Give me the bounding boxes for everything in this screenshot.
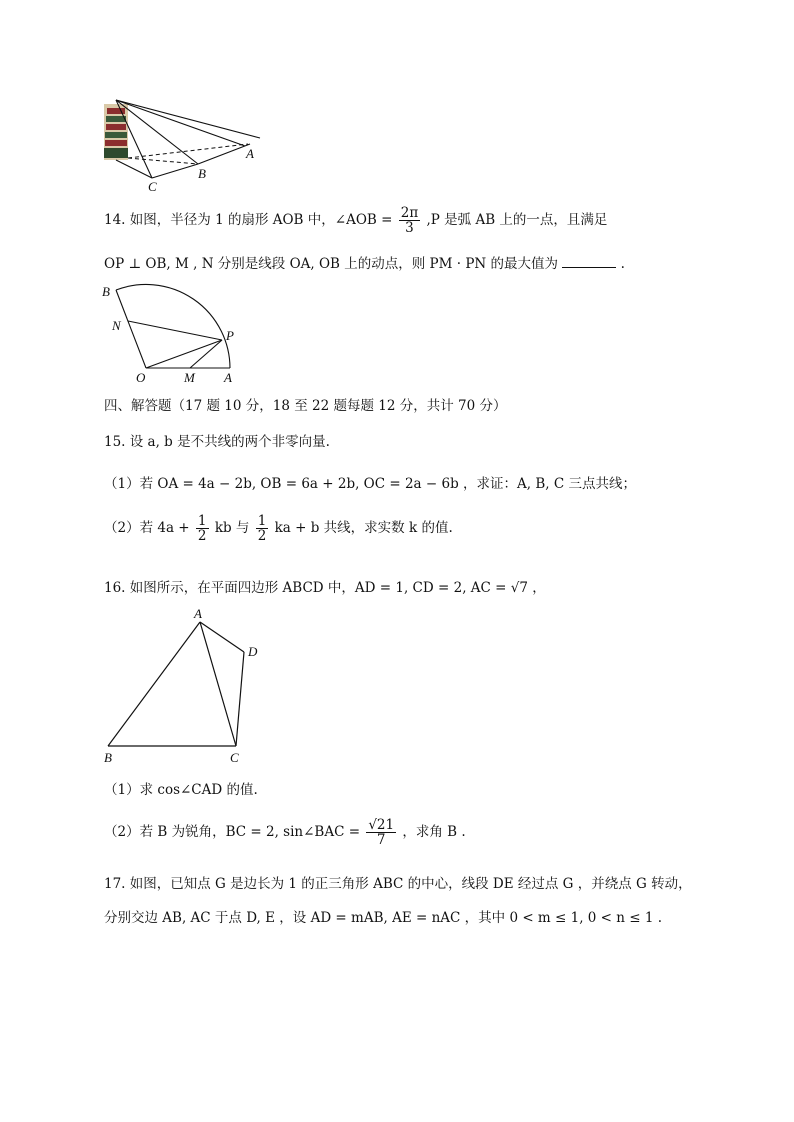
q15-part2-b: kb 与 bbox=[214, 520, 250, 537]
label-C: C bbox=[148, 179, 157, 194]
quadrilateral-figure bbox=[100, 606, 270, 766]
label-M: M bbox=[184, 370, 195, 385]
answer-blank[interactable] bbox=[562, 255, 616, 268]
label-A: A bbox=[246, 146, 254, 161]
sector-figure bbox=[100, 282, 250, 387]
tower-figure bbox=[100, 96, 270, 196]
label-A: A bbox=[224, 370, 232, 385]
label-B: B bbox=[104, 750, 112, 765]
q15-part2 bbox=[104, 514, 453, 543]
q14-frac-den: 3 bbox=[405, 220, 414, 237]
q14-text2: OP ⊥ OB, M , N 分别是线段 OA, OB 上的动点，则 PM · PN 的最大值为 bbox=[104, 256, 559, 272]
q16-stem: 16. 如图所示，在平面四边形 ABCD 中，AD = 1, CD = 2, AC = √7 ， bbox=[104, 580, 546, 596]
label-O: O bbox=[136, 370, 146, 385]
q14-fraction bbox=[399, 206, 420, 235]
q15-part1: （1）若 OA = 4a − 2b, OB = 6a + 2b, OC = 2a − 6b ，求证：A, B, C 三点共线； bbox=[104, 476, 636, 492]
q15-fraction-2 bbox=[256, 514, 269, 543]
q16-part1: （1）求 cos∠CAD 的值. bbox=[104, 782, 258, 798]
q16-fraction bbox=[366, 818, 396, 847]
q15-f2-den: 2 bbox=[257, 528, 267, 545]
q15-f1-num: 1 bbox=[197, 513, 207, 529]
label-N: N bbox=[112, 318, 121, 333]
label-D: D bbox=[248, 644, 258, 659]
q16-f-num: √21 bbox=[368, 817, 395, 833]
q14-rest: ,P 是弧 AB 上的一点，且满足 bbox=[426, 212, 608, 229]
q15-f2-num: 1 bbox=[257, 513, 267, 529]
q14-line2 bbox=[104, 252, 625, 272]
label-P: P bbox=[226, 328, 234, 343]
q14-line1 bbox=[104, 206, 607, 235]
label-C: C bbox=[230, 750, 239, 765]
q14-number: 14. bbox=[104, 212, 126, 229]
label-B: B bbox=[198, 166, 206, 181]
tower-image bbox=[104, 104, 128, 160]
q15-part2-c: ka + b 共线，求实数 k 的值. bbox=[274, 520, 453, 537]
label-A: A bbox=[194, 606, 202, 621]
q15-part2-a: （2）若 4a + bbox=[104, 520, 190, 537]
q16-f-den: 7 bbox=[376, 832, 386, 849]
q16-part2 bbox=[104, 818, 466, 847]
q15-stem: 15. 设 a, b 是不共线的两个非零向量. bbox=[104, 434, 330, 450]
q15-f1-den: 2 bbox=[197, 528, 207, 545]
q17-line2: 分别交边 AB, AC 于点 D, E ，设 AD = mAB, AE = nAC ，其中 0 < m ≤ 1, 0 < n ≤ 1 . bbox=[104, 910, 663, 926]
q16-part2-a: （2）若 B 为锐角，BC = 2, sin∠BAC = bbox=[104, 824, 361, 841]
label-B: B bbox=[102, 284, 110, 299]
q16-part2-b: ，求角 B . bbox=[402, 824, 466, 841]
section-header: 四、解答题（17 题 10 分，18 至 22 题每题 12 分，共计 70 分） bbox=[104, 398, 507, 414]
q14-end: . bbox=[620, 256, 625, 272]
q15-fraction-1 bbox=[196, 514, 209, 543]
q14-intro: 如图，半径为 1 的扇形 AOB 中，∠AOB = bbox=[129, 212, 393, 229]
q17-line1: 17. 如图，已知点 G 是边长为 1 的正三角形 ABC 的中心，线段 DE 经过点 G ，并绕点 G 转动， bbox=[104, 876, 692, 892]
q14-frac-num: 2π bbox=[400, 205, 419, 221]
